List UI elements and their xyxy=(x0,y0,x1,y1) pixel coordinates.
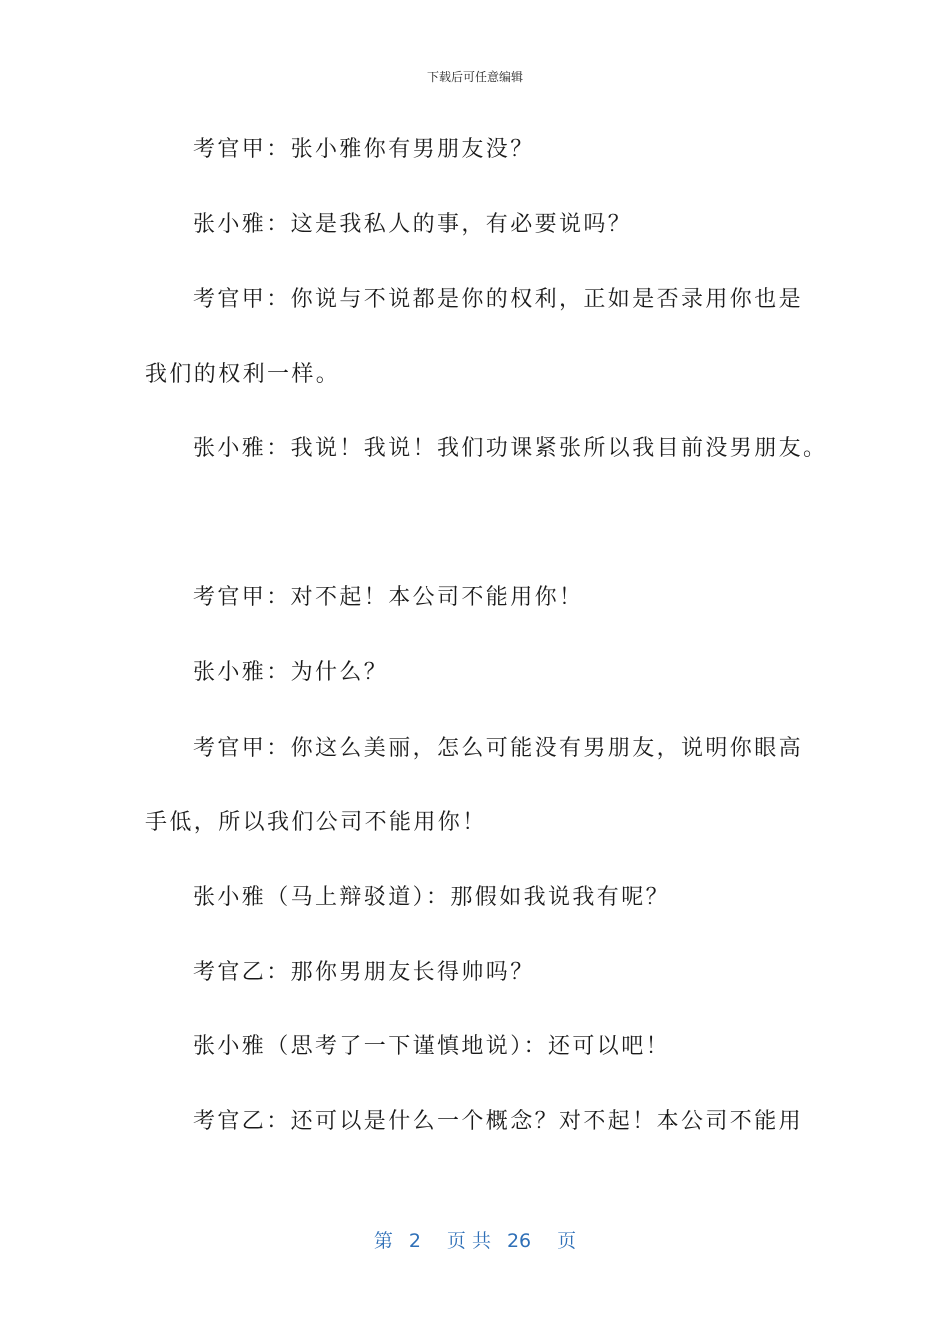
dialogue-line: 考官甲：张小雅你有男朋友没？ xyxy=(193,137,535,162)
dialogue-line-continuation: 手低，所以我们公司不能用你！ xyxy=(145,810,487,835)
total-pages-number: 26 xyxy=(506,1230,532,1252)
dialogue-line: 考官甲：你说与不说都是你的权利，正如是否录用你也是 xyxy=(193,287,804,312)
dialogue-line: 张小雅（马上辩驳道）：那假如我说我有呢？ xyxy=(193,885,671,910)
footer-middle: 页 共 xyxy=(446,1230,491,1252)
page-header: 下载后可任意编辑 xyxy=(426,70,523,84)
dialogue-line: 张小雅：这是我私人的事，有必要说吗？ xyxy=(193,212,633,237)
dialogue-line-continuation: 我们的权利一样。 xyxy=(145,362,341,387)
page-footer xyxy=(0,1226,950,1253)
current-page-number: 2 xyxy=(408,1230,421,1252)
footer-suffix: 页 xyxy=(557,1230,577,1252)
dialogue-line: 张小雅：为什么？ xyxy=(193,660,389,685)
footer-prefix: 第 xyxy=(373,1230,393,1252)
dialogue-line: 考官乙：还可以是什么一个概念？对不起！本公司不能用 xyxy=(193,1109,804,1134)
dialogue-line: 考官甲：对不起！本公司不能用你！ xyxy=(193,585,584,610)
dialogue-line: 考官乙：那你男朋友长得帅吗？ xyxy=(193,960,535,985)
dialogue-line: 张小雅：我说！我说！我们功课紧张所以我目前没男朋友。 xyxy=(193,436,828,461)
dialogue-line: 考官甲：你这么美丽，怎么可能没有男朋友，说明你眼高 xyxy=(193,736,804,761)
dialogue-line: 张小雅（思考了一下谨慎地说）：还可以吧！ xyxy=(193,1034,671,1059)
